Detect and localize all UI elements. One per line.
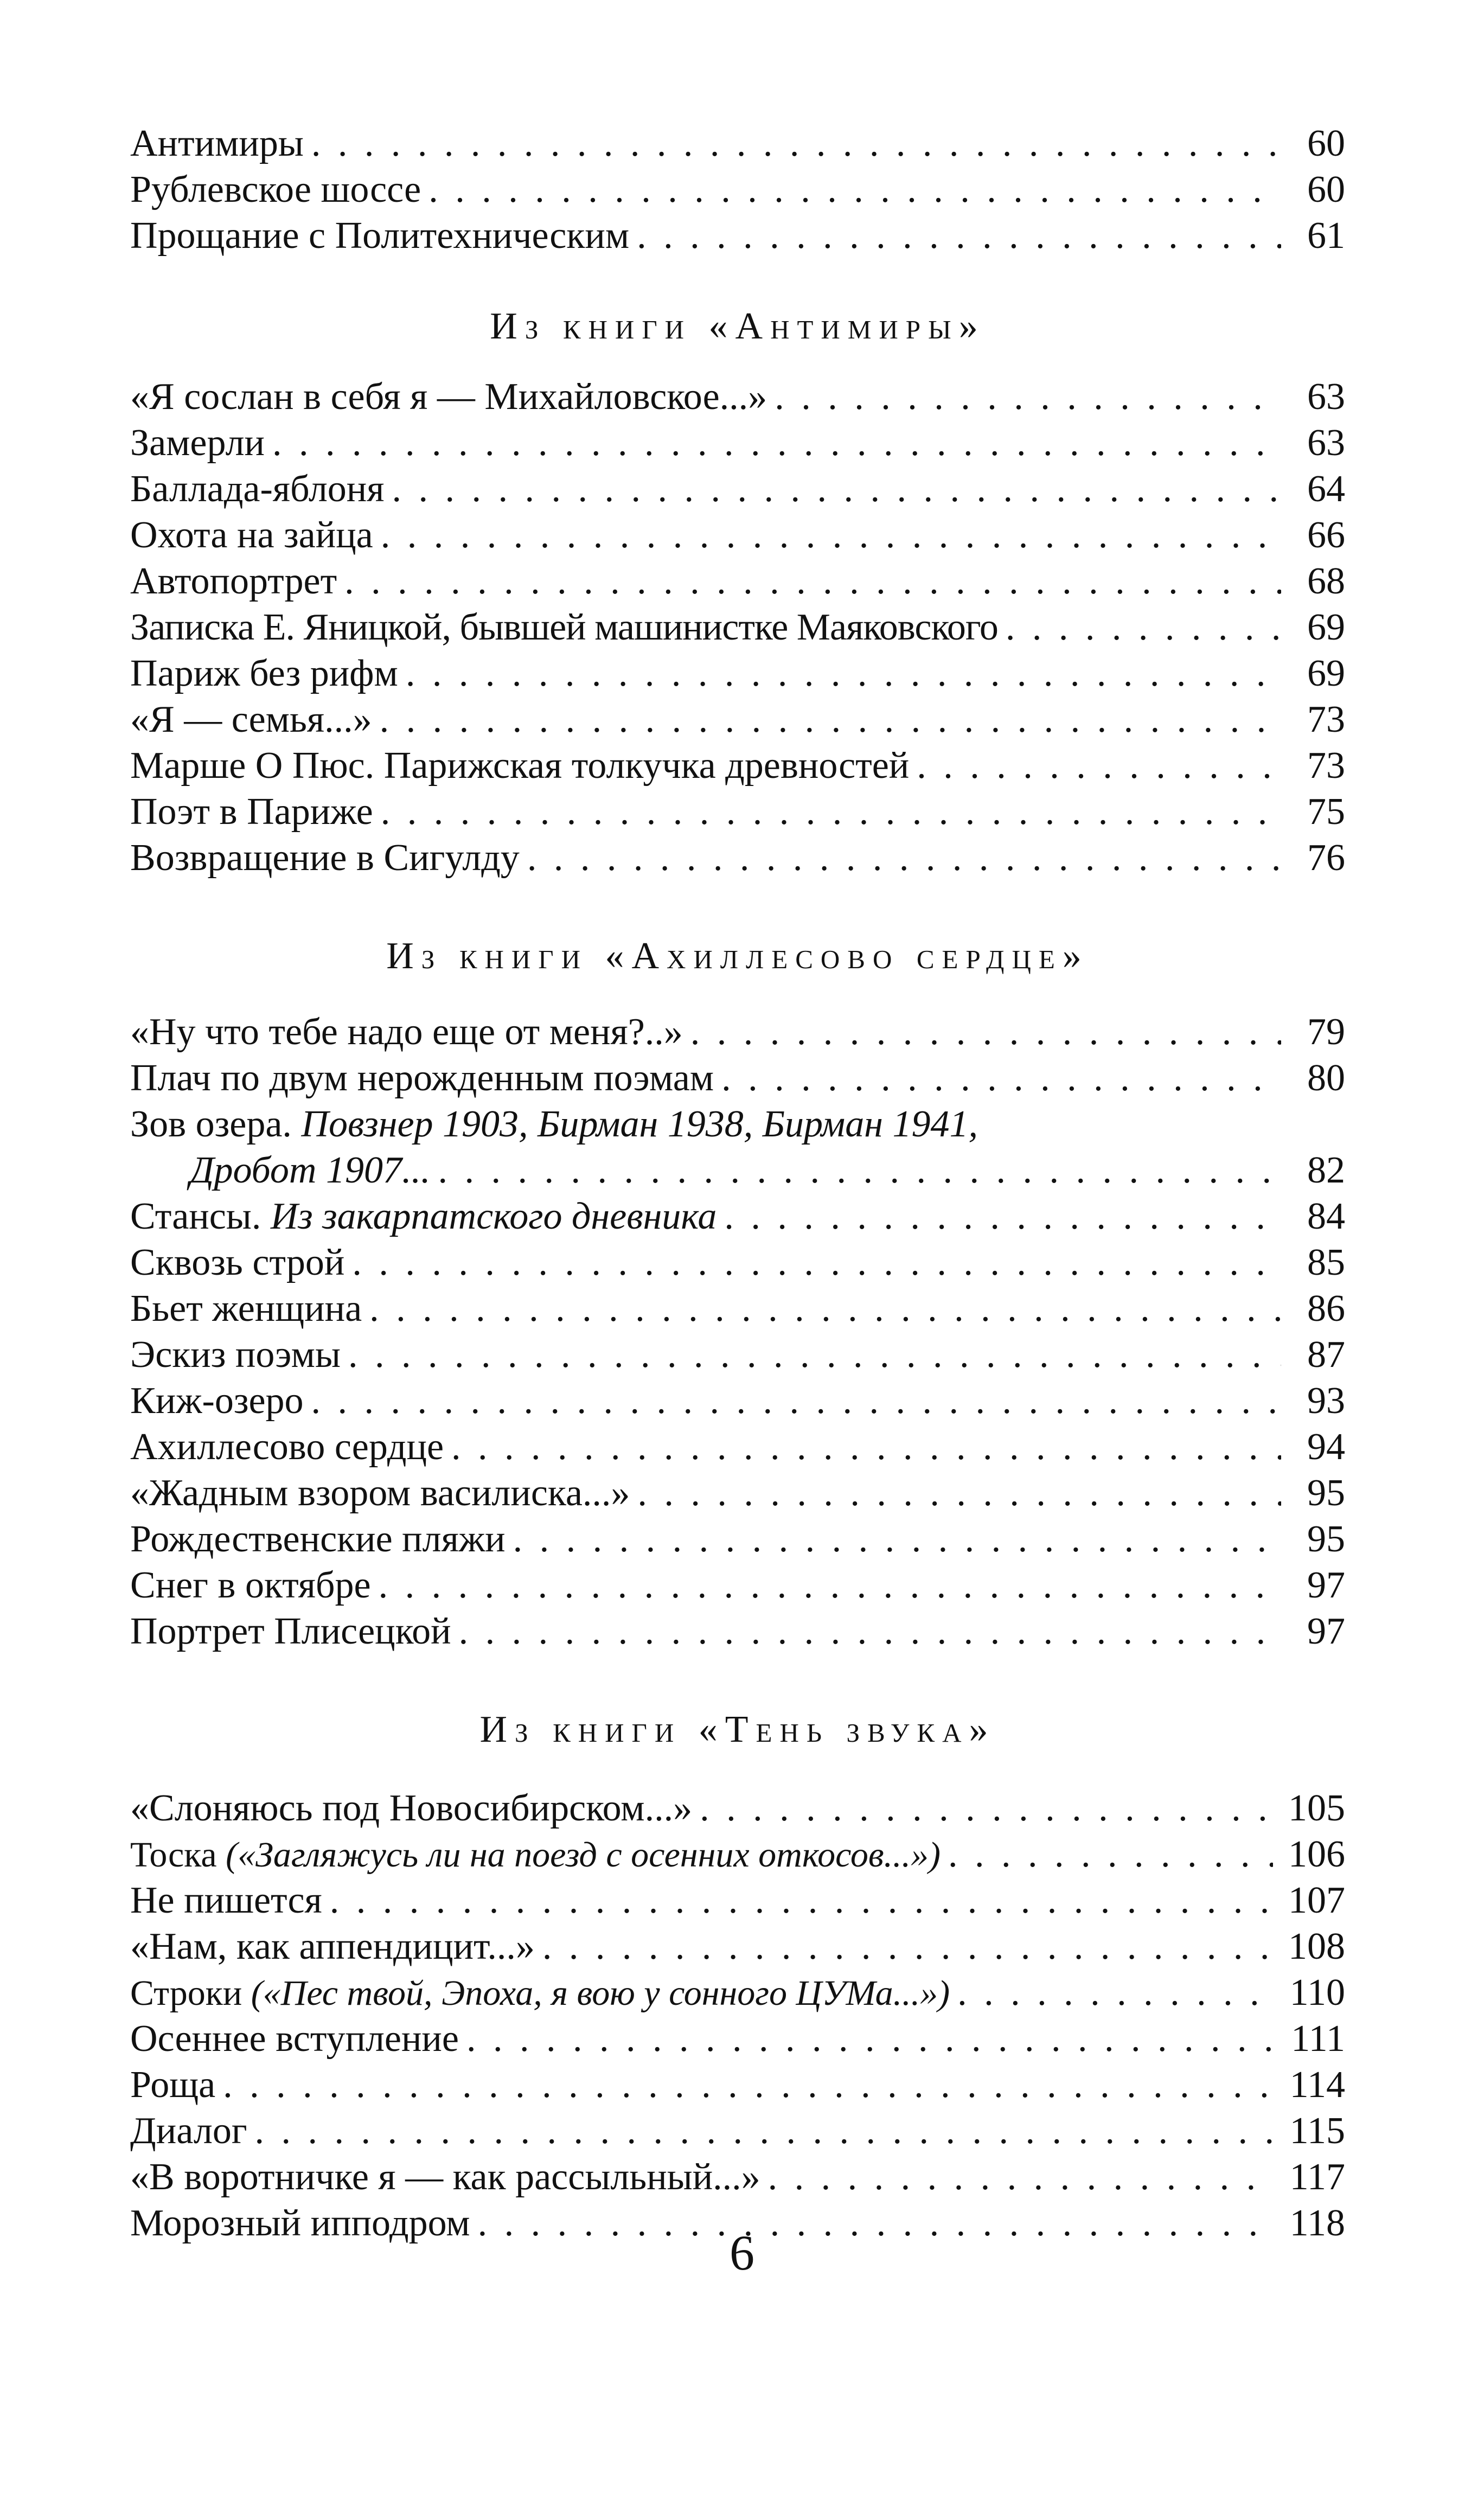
toc-section (130, 303, 1345, 881)
dot-leader (381, 512, 1281, 558)
entry-page: 87 (1307, 1334, 1345, 1376)
toc-entry (130, 120, 1345, 167)
toc-entry (130, 1239, 1345, 1286)
entry-title: «Нам, как аппендицит...» (130, 1926, 535, 1967)
entry-page: 75 (1307, 791, 1345, 833)
toc-entry (130, 2108, 1345, 2154)
section-heading: Из книги «Антимиры» (490, 305, 986, 347)
entry-title: «Слоняюсь под Новосибирском...» (130, 1787, 693, 1829)
entry-page: 80 (1307, 1057, 1345, 1099)
entry-page: 115 (1289, 2110, 1345, 2152)
entry-page: 66 (1307, 514, 1345, 556)
dot-leader (381, 789, 1281, 835)
dot-leader (1006, 604, 1281, 650)
entry-title: «Я сослан в себя я — Михайловское...» (130, 376, 767, 418)
dot-leader (392, 466, 1281, 512)
page-number: 6 (730, 2225, 754, 2280)
toc-entry (130, 558, 1345, 604)
toc-entry (130, 512, 1345, 558)
toc-entry (130, 2062, 1345, 2108)
dot-leader (527, 835, 1281, 881)
toc-entry (130, 789, 1345, 835)
toc-entry (130, 1101, 1345, 1147)
dot-leader (428, 167, 1281, 213)
entry-title: Плач по двум нерожденным поэмам (130, 1057, 714, 1099)
entry-title: «Жадным взором василиска...» (130, 1472, 630, 1514)
dot-leader (690, 1009, 1281, 1055)
toc-entry (130, 466, 1345, 512)
toc-section (130, 933, 1345, 1654)
entry-page: 93 (1307, 1380, 1345, 1422)
entry-title: Киж-озеро (130, 1380, 304, 1422)
dot-leader (466, 2016, 1276, 2062)
toc-entry (130, 420, 1345, 466)
entry-page: 107 (1288, 1880, 1345, 1921)
dot-leader (542, 1923, 1273, 1970)
dot-leader (223, 2062, 1274, 2108)
entry-page: 95 (1307, 1518, 1345, 1560)
toc-entry (130, 1009, 1345, 1055)
dot-leader (352, 1239, 1281, 1286)
entry-title (130, 1970, 950, 2016)
toc-entry (130, 1378, 1345, 1424)
entry-page: 69 (1307, 653, 1345, 694)
entry-page: 73 (1307, 745, 1345, 787)
entry-title: Охота на зайца (130, 514, 373, 556)
entry-page: 105 (1288, 1787, 1345, 1829)
toc-entry (130, 213, 1345, 259)
toc-entry (130, 2154, 1345, 2200)
entry-page: 94 (1307, 1426, 1345, 1468)
toc-entry (130, 1923, 1345, 1970)
entry-title: Портрет Плисецкой (130, 1610, 451, 1652)
dot-leader (255, 2108, 1275, 2154)
toc-entry (130, 1055, 1345, 1101)
entry-page: 63 (1307, 422, 1345, 464)
entry-subtitle: («Пес твой, Эпоха, я вою у сонного ЦУМа...») (251, 1973, 950, 2013)
entry-page: 117 (1289, 2156, 1345, 2198)
entry-page: 95 (1307, 1472, 1345, 1514)
entry-title: Париж без рифм (130, 653, 398, 694)
toc-entry (130, 2016, 1345, 2062)
table-of-contents (130, 120, 1345, 2246)
dot-leader (379, 1562, 1281, 1608)
dot-leader (459, 1608, 1281, 1654)
dot-leader (768, 2154, 1275, 2200)
toc-entry (130, 650, 1345, 696)
toc-entry (130, 1785, 1345, 1831)
dot-leader (513, 1516, 1281, 1562)
entry-title (130, 1832, 941, 1878)
toc-entry (130, 1424, 1345, 1470)
entry-title: Рождественские пляжи (130, 1518, 506, 1560)
dot-leader (344, 558, 1281, 604)
entry-title: Не пишется (130, 1880, 322, 1921)
entry-title: Рублевское шоссе (130, 169, 421, 210)
entry-title: Возвращение в Сигулду (130, 837, 520, 879)
toc-entry (130, 604, 1345, 650)
dot-leader (957, 1970, 1275, 2016)
entry-continuation: Дробот 1907... (190, 1149, 431, 1191)
dot-leader (311, 120, 1281, 167)
toc-entry (130, 1562, 1345, 1608)
dot-leader (272, 420, 1281, 466)
entry-title: Сквозь строй (130, 1242, 345, 1283)
toc-entry (130, 1831, 1345, 1877)
dot-leader (311, 1378, 1281, 1424)
dot-leader (700, 1785, 1273, 1831)
entry-subtitle: Из закарпатского дневника (270, 1196, 717, 1237)
toc-section (130, 1706, 1345, 2246)
section-heading: Из книги «Тень звука» (479, 1709, 996, 1750)
entry-page: 61 (1307, 215, 1345, 257)
toc-entry (130, 835, 1345, 881)
entry-title: Ахиллесово сердце (130, 1426, 444, 1468)
entry-page: 97 (1307, 1610, 1345, 1652)
entry-page: 114 (1289, 2064, 1345, 2106)
entry-subtitle: Повзнер 1903, Бирман 1938, Бирман 1941, (301, 1103, 978, 1145)
entry-page: 86 (1307, 1288, 1345, 1329)
toc-entry (130, 1608, 1345, 1654)
entry-title: Прощание с Политехническим (130, 215, 630, 257)
entry-title: Эскиз поэмы (130, 1334, 341, 1376)
dot-leader (406, 650, 1281, 696)
entry-page: 85 (1307, 1242, 1345, 1283)
entry-subtitle: («Загляжусь ли на поезд с осенних откосов...») (226, 1835, 941, 1875)
entry-page: 118 (1289, 2202, 1345, 2244)
toc-entry (130, 1470, 1345, 1516)
toc-entry (130, 1193, 1345, 1239)
entry-page: 64 (1307, 468, 1345, 510)
toc-entry (130, 167, 1345, 213)
toc-section (130, 120, 1345, 259)
entry-title: Морозный ипподром (130, 2202, 470, 2244)
dot-leader (721, 1055, 1281, 1101)
entry-page: 63 (1307, 376, 1345, 418)
dot-leader (637, 213, 1281, 259)
entry-page: 84 (1307, 1196, 1345, 1237)
entry-page: 108 (1288, 1926, 1345, 1967)
dot-leader (637, 1470, 1281, 1516)
dot-leader (438, 1147, 1281, 1193)
dot-leader (380, 696, 1281, 743)
dot-leader (369, 1286, 1281, 1332)
entry-title: Замерли (130, 422, 265, 464)
entry-title: Марше О Пюс. Парижская толкучка древностей (130, 745, 910, 787)
toc-entry (130, 1286, 1345, 1332)
toc-entry-continuation (130, 1147, 1345, 1193)
dot-leader (451, 1424, 1281, 1470)
entry-page: 60 (1307, 169, 1345, 210)
entry-title: Осеннее вступление (130, 2018, 459, 2060)
entry-title: Бьет женщина (130, 1288, 362, 1329)
entry-page: 68 (1307, 560, 1345, 602)
dot-leader (948, 1831, 1273, 1877)
entry-page: 76 (1307, 837, 1345, 879)
entry-page: 60 (1307, 123, 1345, 164)
entry-title: Снег в октябре (130, 1564, 371, 1606)
toc-entry (130, 743, 1345, 789)
entry-title-main: Стансы. (130, 1196, 261, 1237)
entry-title-main: Строки (130, 1973, 242, 2013)
entry-title: Роща (130, 2064, 216, 2106)
entry-title: «Ну что тебе надо еще от меня?..» (130, 1011, 683, 1053)
entry-page: 79 (1307, 1011, 1345, 1053)
toc-entry (130, 1970, 1345, 2016)
toc-entry (130, 1332, 1345, 1378)
dot-leader (917, 743, 1281, 789)
entry-title: Поэт в Париже (130, 791, 373, 833)
dot-leader (330, 1877, 1273, 1923)
dot-leader (724, 1193, 1281, 1239)
entry-page: 106 (1288, 1833, 1345, 1875)
dot-leader (775, 374, 1281, 420)
entry-title (130, 1193, 717, 1239)
entry-title: Автопортрет (130, 560, 337, 602)
entry-title (130, 1101, 978, 1147)
entry-title: «Я — семья...» (130, 699, 372, 740)
toc-entry (130, 696, 1345, 743)
entry-title: Баллада-яблоня (130, 468, 385, 510)
entry-page: 73 (1307, 699, 1345, 740)
entry-page: 97 (1307, 1564, 1345, 1606)
entry-title: Антимиры (130, 123, 304, 164)
toc-entry (130, 374, 1345, 420)
entry-page: 110 (1289, 1972, 1345, 2014)
entry-title-main: Тоска (130, 1835, 217, 1875)
entry-page: 111 (1291, 2018, 1345, 2060)
toc-entry (130, 1877, 1345, 1923)
entry-title: Записка Е. Яницкой, бывшей машинистке Маяковского (130, 606, 998, 648)
section-heading: Из книги «Ахиллесово сердце» (386, 935, 1089, 977)
entry-title: «В воротничке я — как рассыльный...» (130, 2156, 760, 2198)
entry-title: Диалог (130, 2110, 247, 2152)
entry-page: 69 (1307, 606, 1345, 648)
dot-leader (348, 1332, 1281, 1378)
toc-entry (130, 1516, 1345, 1562)
entry-page: 82 (1307, 1149, 1345, 1191)
entry-title-main: Зов озера. (130, 1103, 292, 1145)
